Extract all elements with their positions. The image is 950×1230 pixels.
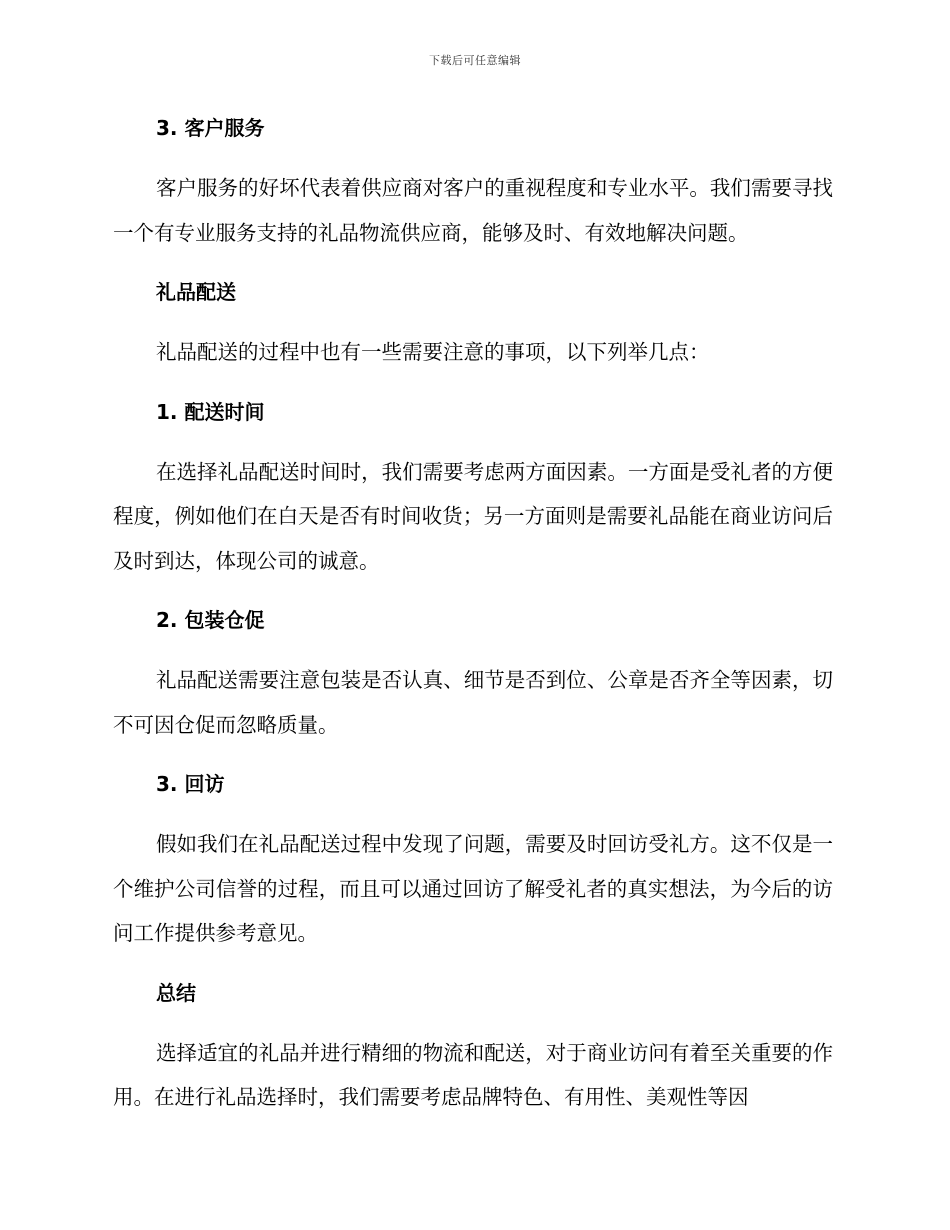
section-heading-summary: 总结 xyxy=(156,980,196,1005)
section-paragraph-follow-up: 假如我们在礼品配送过程中发现了问题，需要及时回访受礼方。这不仅是一个维护公司信誉的过程，而且可以通过回访了解受礼者的真实想法，为今后的访问工作提供参考意见。 xyxy=(113,832,833,945)
section-paragraph-summary: 选择适宜的礼品并进行精细的物流和配送，对于商业访问有着至关重要的作用。在进行礼品选择时，我们需要考虑品牌特色、有用性、美观性等因 xyxy=(113,1040,833,1109)
section-paragraph-delivery-time: 在选择礼品配送时间时，我们需要考虑两方面因素。一方面是受礼者的方便程度，例如他们在白天是否有时间收货；另一方面则是需要礼品能在商业访问后及时到达，体现公司的诚意。 xyxy=(113,459,833,573)
section-heading-delivery-time: 1. 配送时间 xyxy=(156,399,265,424)
section-heading-customer-service: 3. 客户服务 xyxy=(156,116,265,140)
section-heading-packaging: 2. 包装仓促 xyxy=(156,608,265,632)
section-paragraph-gift-delivery: 礼品配送的过程中也有一些需要注意的事项，以下列举几点： xyxy=(156,340,710,364)
header-note: 下载后可任意编辑 xyxy=(429,54,521,67)
section-paragraph-customer-service: 客户服务的好坏代表着供应商对客户的重视程度和专业水平。我们需要寻找一个有专业服务支持的礼品物流供应商，能够及时、有效地解决问题。 xyxy=(113,176,833,245)
section-heading-follow-up: 3. 回访 xyxy=(156,772,225,796)
section-paragraph-packaging: 礼品配送需要注意包装是否认真、细节是否到位、公章是否齐全等因素，切不可因仓促而忽略质量。 xyxy=(113,668,833,737)
document-body xyxy=(113,110,833,1120)
section-heading-gift-delivery: 礼品配送 xyxy=(156,280,236,304)
